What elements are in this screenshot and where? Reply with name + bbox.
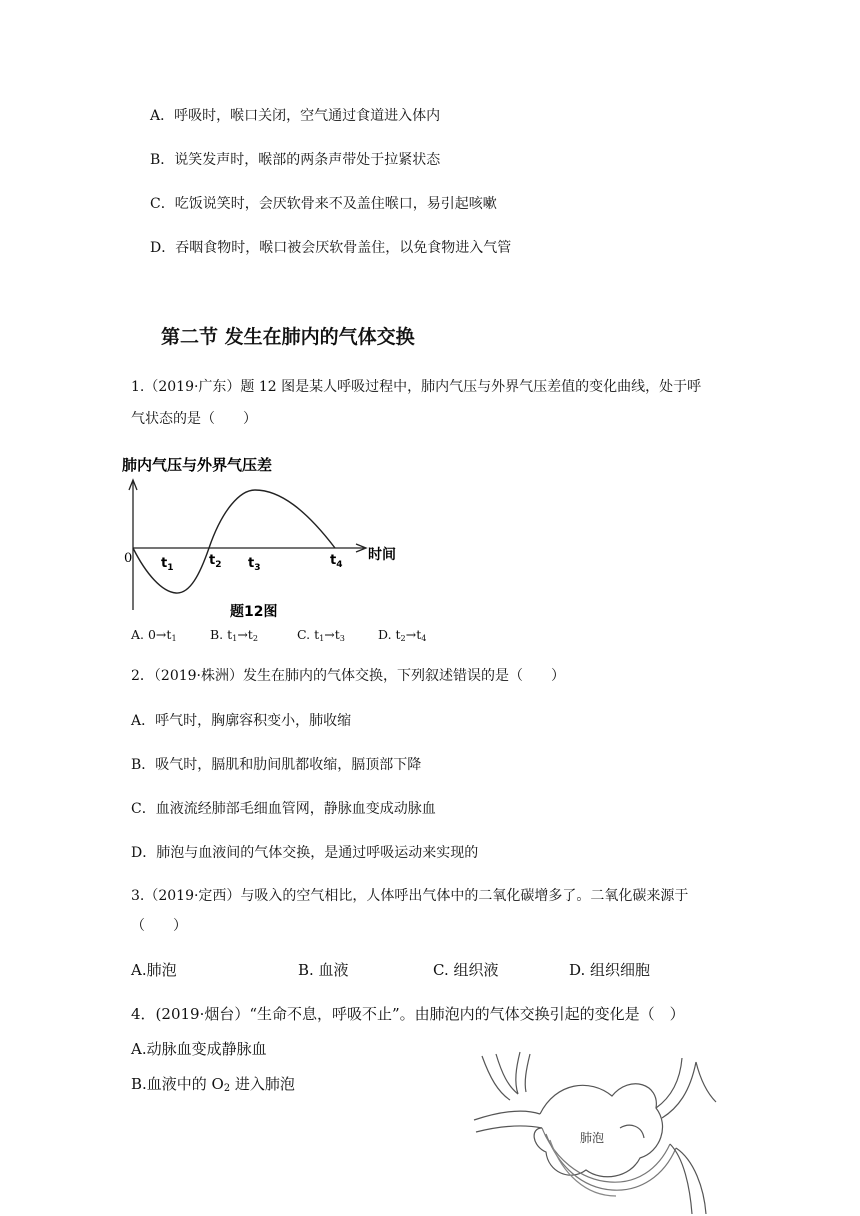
q1-option-c: C. $t_1\to t_3$ (297, 627, 345, 643)
q1-option-a: A. $0\to t_1$ (131, 627, 177, 643)
figure-ylabel: 肺内气压与外界气压差 (122, 456, 273, 474)
q2-option-d: D．肺泡与血液间的气体交换，是通过呼吸运动来实现的 (131, 845, 479, 861)
tick-t1: $t_1$ (161, 556, 174, 573)
q1-stem-line2: 气状态的是（ ） (131, 411, 257, 427)
tick-t3: $t_3$ (248, 556, 261, 573)
q3-stem-line1: 3.（2019·定西）与吸入的空气相比，人体呼出气体中的二氧化碳增多了。二氧化碳来源于 (131, 888, 689, 904)
q3-option-d: D. 组织细胞 (569, 961, 651, 979)
q4-option-a: A.动脉血变成静脉血 (131, 1040, 267, 1058)
q2-option-b: B．吸气时，膈肌和肋间肌都收缩，膈顶部下降 (131, 757, 422, 773)
q3-options (131, 959, 691, 981)
figure-xlabel: 时间 (368, 547, 396, 563)
tick-t4: $t_4$ (330, 553, 343, 570)
figure-caption: 题12图 (230, 604, 278, 620)
q1-option-d: D. $t_2\to t_4$ (378, 627, 427, 643)
q2-stem: 2．（2019·株洲）发生在肺内的气体交换，下列叙述错误的是（ ） (131, 668, 565, 684)
section-title: 第二节 发生在肺内的气体交换 (161, 326, 415, 348)
q3-option-b: B. 血液 (298, 961, 349, 979)
alveolus-label: 肺泡 (580, 1131, 605, 1145)
q2-option-a: A．呼气时，胸廓容积变小，肺收缩 (131, 713, 352, 729)
q3-stem-line2: （ ） (131, 918, 187, 934)
q4-stem: 4．(2019·烟台）“生命不息，呼吸不止”。由肺泡内的气体交换引起的变化是（ ） (131, 1005, 685, 1023)
pressure-curve (133, 490, 335, 593)
q1-stem-line1: 1.（2019·广东）题 12 图是某人呼吸过程中，肺内气压与外界气压差值的变化曲线，处于呼 (131, 379, 702, 395)
q4-option-b: B.血液中的 $O_2$ 进入肺泡 (131, 1075, 295, 1094)
prev-option-c: C．吃饭说笑时，会厌软骨来不及盖住喉口，易引起咳嗽 (150, 196, 497, 212)
q3-option-c: C. 组织液 (433, 961, 499, 979)
prev-option-b: B．说笑发声时，喉部的两条声带处于拉紧状态 (150, 152, 441, 168)
q1-options (131, 627, 471, 645)
q2-option-c: C．血液流经肺部毛细血管网，静脉血变成动脉血 (131, 801, 436, 817)
q3-option-a: A.肺泡 (131, 961, 177, 979)
origin-label: 0 (124, 551, 133, 566)
q1-option-b: B. $t_1\to t_2$ (210, 627, 258, 643)
prev-option-a: A．呼吸时，喉口关闭，空气通过食道进入体内 (150, 108, 441, 124)
alveolus-illustration (470, 1048, 720, 1216)
tick-t2: $t_2$ (209, 553, 222, 570)
prev-option-d: D．吞咽食物时，喉口被会厌软骨盖住，以免食物进入气管 (150, 240, 512, 256)
pressure-curve-figure (118, 452, 418, 624)
